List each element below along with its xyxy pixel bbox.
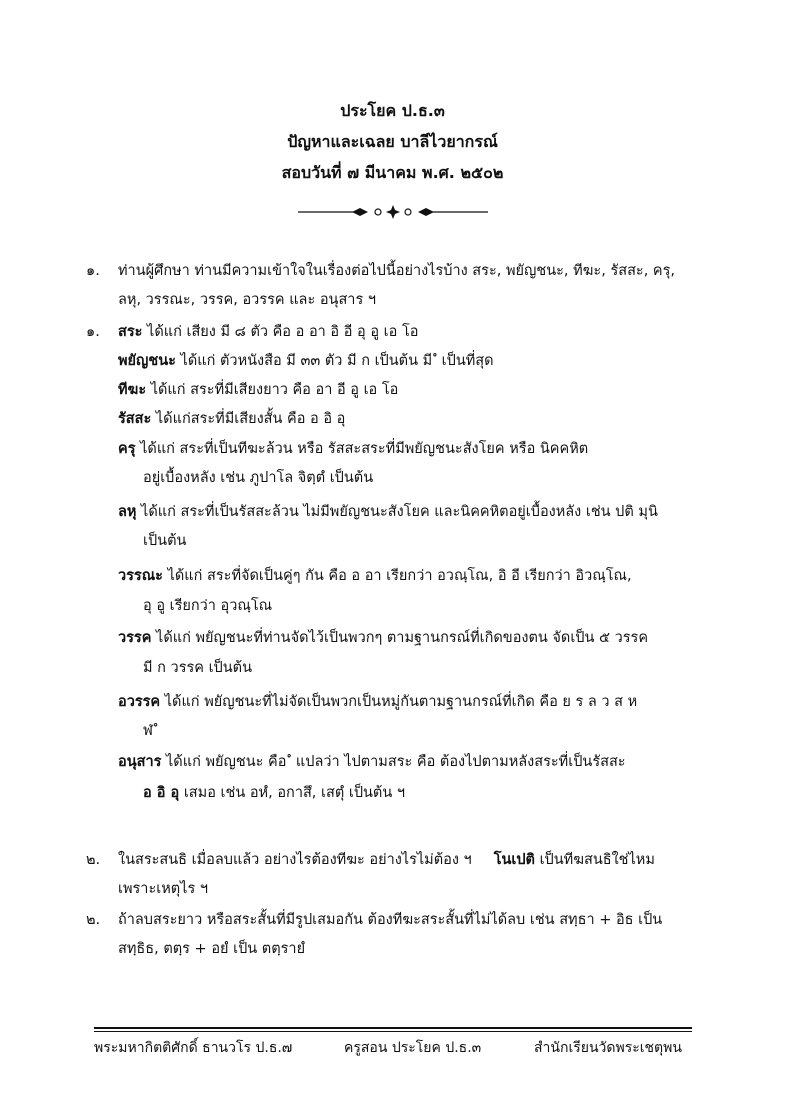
footer-author: พระมหากิตติศักดิ์ ธานวโร ป.ธ.๗ xyxy=(94,1040,293,1056)
answer-1-sara xyxy=(118,322,418,342)
answer-1-thikha xyxy=(118,380,398,400)
answer-2-number: ๒. xyxy=(86,912,101,928)
def-sara: ได้แก่ เสียง มี ๘ ตัว คือ อ อา อิ อี อุ อู เอ โอ xyxy=(142,324,419,340)
answer-1-awak-cont: ฬ ํ xyxy=(143,723,158,739)
answer-1-awak xyxy=(118,692,637,712)
question-2-text-c: เป็นทีฆสนธิใช่ไหม xyxy=(534,852,655,868)
term-wanna: วรรณะ xyxy=(118,568,163,584)
def-wanna: ได้แก่ สระที่จัดเป็นคู่ๆ กัน คือ อ อา เรียกว่า อวณฺโณ, อิ อี เรียกว่า อิวณฺโณ, xyxy=(162,568,632,584)
header-line-1: ประโยค ป.ธ.๓ xyxy=(340,101,445,120)
ornament-divider xyxy=(0,200,785,224)
answer-1-anusan-cont xyxy=(143,783,405,803)
question-1-line-2: ลหุ, วรรณะ, วรรค, อวรรค และ อนุสาร ฯ xyxy=(118,292,376,308)
term-lahu: ลหุ xyxy=(118,504,137,520)
answer-1-lahu xyxy=(118,502,658,522)
term-khru: ครุ xyxy=(118,441,136,457)
question-1-line-1: ท่านผู้ศึกษา ท่านมีความเข้าใจในเรื่องต่อไปนี้อย่างไรบ้าง สระ, พยัญชนะ, ทีฆะ, รัสสะ, ครุ, xyxy=(118,263,676,279)
footer-school: สำนักเรียนวัดพระเชตุพน xyxy=(534,1040,682,1056)
question-2-line-1 xyxy=(118,850,655,870)
question-2-text-a: ในสระสนธิ เมื่อลบแล้ว อย่างไรต้องทีฆะ อย่างไรไม่ต้อง ฯ xyxy=(118,852,472,868)
footer-role: ครูสอน ประโยค ป.ธ.๓ xyxy=(344,1040,482,1056)
term-phayanchana: พยัญชนะ xyxy=(118,353,176,369)
answer-1-khru-cont: อยู่เบื้องหลัง เช่น ภูปาโล จิตฺตํ เป็นต้น xyxy=(143,470,374,486)
answer-1-lahu-cont: เป็นต้น xyxy=(143,533,187,549)
answer-2-line-2: สทฺธิธ, ตตฺร + อยํ เป็น ตตฺรายํ xyxy=(118,941,306,957)
answer-1-khru xyxy=(118,439,588,459)
anusan-vowels: อ อิ อุ xyxy=(143,785,180,801)
def-thikha: ได้แก่ สระที่มีเสียงยาว คือ อา อี อู เอ โอ xyxy=(146,382,399,398)
header-line-3: สอบวันที่ ๗ มีนาคม พ.ศ. ๒๕๐๒ xyxy=(281,163,504,182)
question-2-line-2: เพราะเหตุไร ฯ xyxy=(118,881,208,897)
question-2-number: ๒. xyxy=(86,852,101,868)
term-awak: อวรรค xyxy=(118,694,161,710)
answer-1-wak-cont: มี ก วรรค เป็นต้น xyxy=(143,660,252,676)
answer-1-number: ๑. xyxy=(86,324,100,340)
term-wak: วรรค xyxy=(118,630,152,646)
answer-1-phayanchana xyxy=(118,351,494,371)
footer-rule-thick xyxy=(94,1027,692,1029)
def-wak: ได้แก่ พยัญชนะที่ท่านจัดไว้เป็นพวกๆ ตามฐานกรณ์ที่เกิดของตน จัดเป็น ๕ วรรค xyxy=(151,630,649,646)
answer-1-rassa xyxy=(118,409,345,429)
anusan-examples: เสมอ เช่น อหํ, อกาสึ, เสตุํ เป็นต้น ฯ xyxy=(179,785,406,801)
answer-1-wak xyxy=(118,628,648,648)
footer-rule-thin xyxy=(94,1031,692,1032)
answer-2-line-1: ถ้าลบสระยาว หรือสระสั้นที่มีรูปเสมอกัน ต้องทีฆะสระสั้นที่ไม่ได้ลบ เช่น สทฺธา + อิธ เป็น xyxy=(118,912,663,928)
term-anusan: อนุสาร xyxy=(118,754,162,770)
answer-1-wanna xyxy=(118,566,632,586)
question-2-term: โนเปติ xyxy=(493,852,535,868)
def-rassa: ได้แก่สระที่มีเสียงสั้น คือ อ อิ อุ xyxy=(151,411,346,427)
answer-1-anusan xyxy=(118,752,626,772)
term-thikha: ทีฆะ xyxy=(118,382,147,398)
def-awak: ได้แก่ พยัญชนะที่ไม่จัดเป็นพวกเป็นหมู่กันตามฐานกรณ์ที่เกิด คือ ย ร ล ว ส ห xyxy=(160,694,638,710)
term-rassa: รัสสะ xyxy=(118,411,152,427)
def-anusan: ได้แก่ พยัญชนะ คือ ํ แปลว่า ไปตามสระ คือ ต้องไปตามหลังสระที่เป็นรัสสะ xyxy=(161,754,626,770)
def-lahu: ได้แก่ สระที่เป็นรัสสะล้วน ไม่มีพยัญชนะสังโยค และนิคคหิตอยู่เบื้องหลัง เช่น ปติ มุนิ xyxy=(136,504,658,520)
question-1-number: ๑. xyxy=(86,263,100,279)
def-phayanchana: ได้แก่ ตัวหนังสือ มี ๓๓ ตัว มี ก เป็นต้น มี ํ เป็นที่สุด xyxy=(175,353,494,369)
header-line-2: ปัญหาและเฉลย บาลีไวยากรณ์ xyxy=(287,132,498,151)
term-sara: สระ xyxy=(118,324,143,340)
def-khru: ได้แก่ สระที่เป็นทีฆะล้วน หรือ รัสสะสระที่มีพยัญชนะสังโยค หรือ นิคคหิต xyxy=(135,441,589,457)
answer-1-wanna-cont: อุ อู เรียกว่า อุวณฺโณ xyxy=(143,598,273,614)
